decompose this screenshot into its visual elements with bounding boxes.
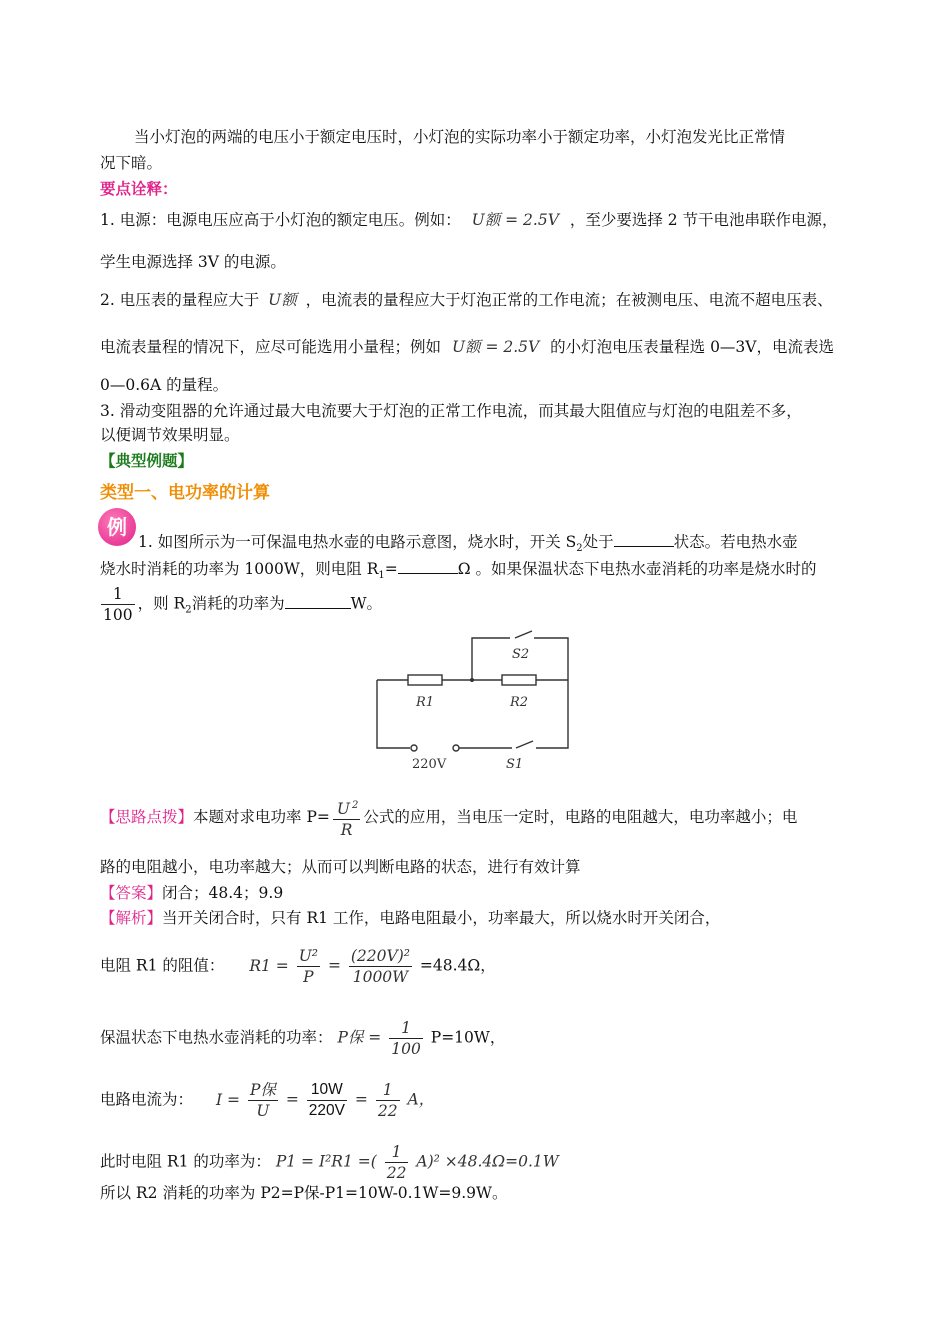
fraction: $\frac{1}{22}$ [377, 1081, 398, 1120]
paragraph-line: 路的电阻越小，电功率越大；从而可以判断电路的状态，进行有效计算 [100, 858, 581, 876]
fraction: $\frac{\text{P保}}{U}$ [249, 1081, 276, 1120]
fraction: $\frac{1}{22}$ [386, 1143, 407, 1182]
math-formula: U额 = 2.5V [471, 211, 559, 229]
fraction: $\frac{10W}{220V}$ [308, 1081, 345, 1119]
paragraph-line: 电流表量程的情况下，应尽可能选用小量程；例如 U额 = 2.5V 的小灯泡电压表量程选 0—3V，电流表选 [100, 338, 834, 356]
type-heading: 类型一、电功率的计算 [100, 483, 270, 503]
fraction: $\frac{\text{(220V)²}}{1000W}$ [350, 947, 410, 986]
analysis-line: 电阻 R1 的阻值： R1 = $\frac{\text{U²}}{P}$ = $\frac{\text{(220V)²}}{1000W}$ =48.4Ω， [100, 947, 496, 986]
analysis-line: 保温状态下电热水壶消耗的功率： P保 = $\frac{1}{100}$ P=10W， [100, 1019, 506, 1058]
paragraph-line: 0—0.6A 的量程。 [100, 376, 229, 394]
question-line: 烧水时消耗的功率为 1000W，则电阻 $R_1= \Omega$ 。如果保温状态下电热水壶消耗的功率是烧水时的 [100, 560, 817, 582]
answer-blank[interactable] [285, 594, 351, 609]
fraction: $\frac{1}{100}$ [391, 1019, 421, 1058]
section-heading: 要点诠释： [100, 179, 178, 198]
analysis-line: 【解析】当开关闭合时，只有 R1 工作，电路电阻最小，功率最大，所以烧水时开关闭合， [100, 909, 721, 927]
key-point-3: 3. 滑动变阻器的允许通过最大电流要大于灯泡的正常工作电流，而其最大阻值应与灯泡的电阻差不多， [100, 402, 802, 420]
fraction: $\frac{\text{U²}}{P}$ [298, 947, 318, 986]
fraction: $\frac{1}{100}$ [103, 585, 133, 624]
voltage-label: 220V [412, 757, 447, 772]
paragraph-line: 当小灯泡的两端的电压小于额定电压时，小灯泡的实际功率小于额定功率，小灯泡发光比正常情 [134, 128, 786, 146]
paragraph-line: 况下暗。 [100, 154, 163, 172]
answer-blank[interactable] [398, 559, 458, 574]
circuit-diagram [372, 628, 572, 773]
answer-line: 【答案】闭合；48.4；9.9 [100, 884, 284, 902]
analysis-line: 所以 R2 消耗的功率为 P2=P保-P1=10W-0.1W=9.9W。 [100, 1184, 508, 1202]
fraction: $\frac{U ^2}{R}$ [333, 796, 360, 840]
example-badge-icon: 例 [98, 508, 136, 546]
r2-label: R2 [510, 695, 529, 710]
r1-label: R1 [416, 695, 435, 710]
hint-line: 【思路点拨】本题对求电功率 P= $\frac{U ^2}{R}$ 公式的应用，当电压一定时，电路的电阻越大，电功率越小；电 [100, 796, 797, 840]
paragraph-line: 学生电源选择 3V 的电源。 [100, 253, 286, 271]
key-point-1: 1. 电源：电源电压应高于小灯泡的额定电压。例如： U额 = 2.5V ，至少要选择 2 节干电池串联作电源， [100, 211, 838, 229]
s2-label: S2 [512, 647, 530, 662]
math-formula: U额 = 2.5V [451, 338, 540, 356]
answer-blank[interactable] [614, 532, 674, 547]
analysis-line: 此时电阻 R1 的功率为： P1 = I²R1 =( $\frac{1}{22}$ A)² ×48.4Ω=0.1W [100, 1143, 559, 1182]
s1-label: S1 [506, 757, 524, 772]
paragraph-line: 以便调节效果明显。 [100, 426, 240, 444]
math-formula: U额 [268, 291, 297, 309]
question-line: 1. 如图所示为一可保温电热水壶的电路示意图，烧水时，开关 $S_2$处于 状态。若电热水壶 [138, 533, 798, 555]
circuit-junction [470, 678, 474, 682]
question-line: $\frac{1}{100}$ ，则 $R_2$消耗的功率为 W。 [103, 585, 383, 624]
key-point-2: 2. 电压表的量程应大于 U额 ，电流表的量程应大于灯泡正常的工作电流；在被测电压、电流不超电压表、 [100, 291, 833, 309]
examples-heading: 【典型例题】 [100, 451, 194, 470]
analysis-line: 电路电流为： I = $\frac{\text{P保}}{U}$ = $\frac{10W}{220V}$ = $\frac{1}{22}$ A， [100, 1081, 435, 1120]
